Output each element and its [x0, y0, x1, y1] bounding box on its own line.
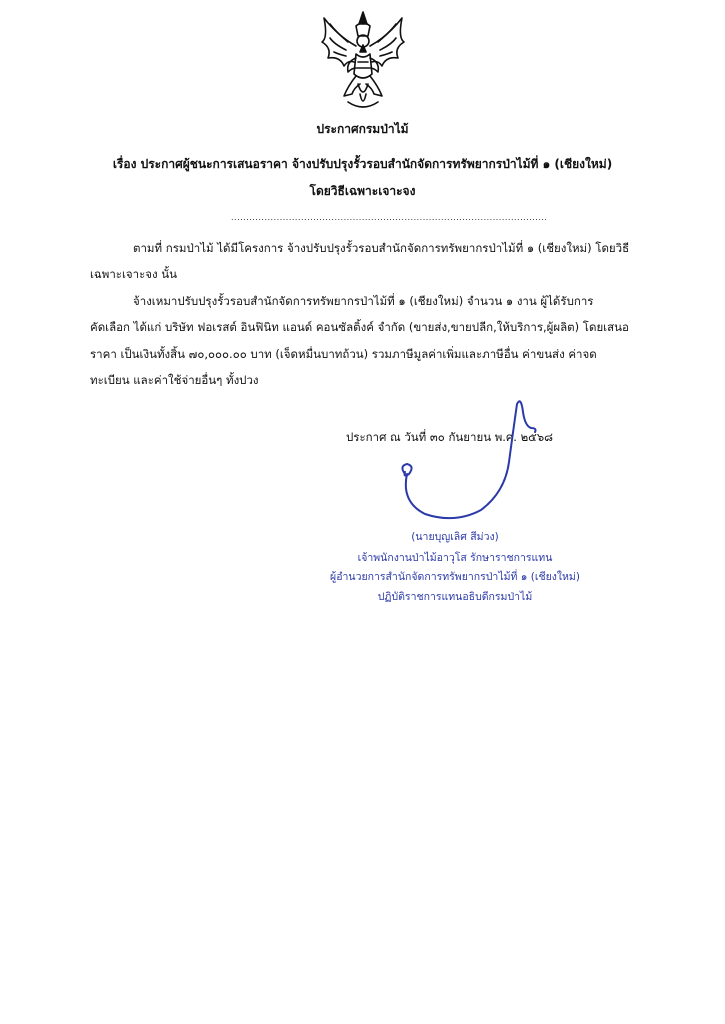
- paragraph-2-line-3: ราคา เป็นเงินทั้งสิ้น ๗๐,๐๐๐.๐๐ บาท (เจ็ดหมื่นบาทถ้วน) รวมภาษีมูลค่าเพิ่มและภาษีอื่น ค่าขนส่ง ค่าจด: [90, 347, 597, 361]
- paragraph-2-line-2: คัดเลือก ได้แก่ บริษัท ฟอเรสต์ อินฟินิท แอนด์ คอนซัลติ้งค์ จำกัด (ขายส่ง,ขายปลีก,ให้บริการ,ผู้ผลิต) โดยเสนอ: [90, 320, 629, 334]
- procurement-method: โดยวิธีเฉพาะเจาะจง: [309, 184, 416, 198]
- signer-position-2: ผู้อำนวยการสำนักจัดการทรัพยากรป่าไม้ที่ ๑ (เชียงใหม่): [330, 571, 580, 583]
- signer-position-3: ปฏิบัติราชการแทนอธิบดีกรมป่าไม้: [377, 591, 533, 603]
- announcement-subject: เรื่อง ประกาศผู้ชนะการเสนอราคา จ้างปรับปรุงรั้วรอบสำนักจัดการทรัพยากรป่าไม้ที่ ๑ (เชียงใหม่): [112, 157, 613, 171]
- paragraph-1-line-2: เฉพาะเจาะจง นั้น: [90, 267, 178, 281]
- signer-name: (นายบุญเลิศ สีม่วง): [411, 531, 499, 543]
- paragraph-2-line-1: จ้างเหมาปรับปรุงรั้วรอบสำนักจัดการทรัพยากรป่าไม้ที่ ๑ (เชียงใหม่) จำนวน ๑ งาน ผู้ได้รับการ: [133, 294, 594, 308]
- handwritten-signature: [385, 392, 545, 532]
- garuda-emblem-icon: [318, 8, 408, 114]
- announcement-date: ประกาศ ณ วันที่ ๓๐ กันยายน พ.ศ. ๒๕๖๘: [346, 430, 554, 444]
- separator-dots: ........................................................................................................: [231, 213, 548, 222]
- signer-position-1: เจ้าพนักงานป่าไม้อาวุโส รักษาราชการแทน: [357, 552, 553, 564]
- paragraph-1-line-1: ตามที่ กรมป่าไม้ ได้มีโครงการ จ้างปรับปรุงรั้วรอบสำนักจัดการทรัพยากรป่าไม้ที่ ๑ (เชียงใหม่) โดยวิธี: [133, 241, 630, 255]
- announcement-title: ประกาศกรมป่าไม้: [316, 122, 409, 136]
- paragraph-2-line-4: ทะเบียน และค่าใช้จ่ายอื่นๆ ทั้งปวง: [90, 373, 259, 387]
